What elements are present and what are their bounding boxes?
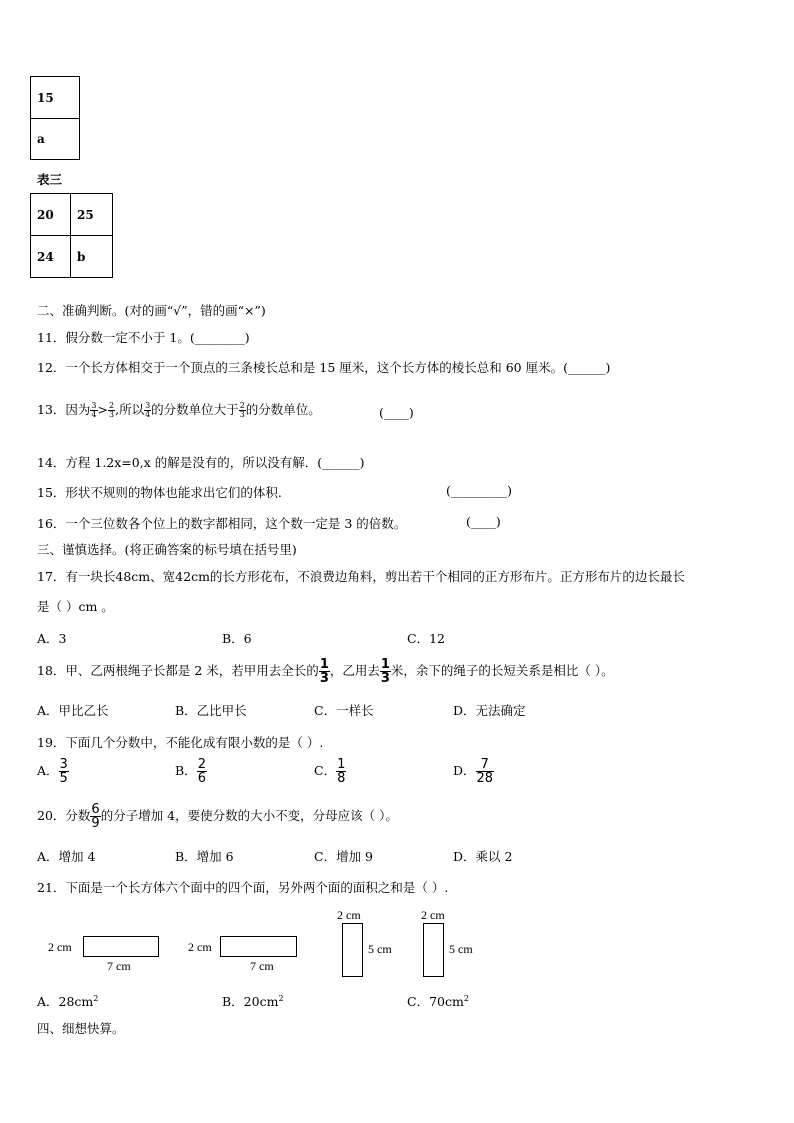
question-16: 16．一个三位数各个位上的数字都相同，这个数一定是 3 的倍数。	[37, 516, 407, 531]
fraction: $\frac{2}{3}$	[109, 401, 115, 419]
option-c: C．一样长	[314, 703, 374, 718]
table-cell: 20	[31, 194, 71, 236]
question-20	[37, 803, 398, 830]
section-4-heading: 四、细想快算。	[37, 1021, 125, 1036]
fraction: $\frac{3}{4}$	[91, 401, 97, 419]
question-12: 12．一个长方体相交于一个顶点的三条棱长总和是 15 厘米，这个长方体的棱长总和 60 厘米。(______)	[37, 360, 611, 375]
question-17-line-1: 17．有一块长48cm、宽42cm的长方形花布，不浪费边角料，剪出若干个相同的正方形布片。正方形布片的边长最长	[37, 569, 685, 584]
option-c: C．$70cm^2$	[407, 993, 469, 1009]
question-text: 的分数单位。	[245, 402, 321, 417]
rectangle	[423, 923, 444, 977]
question-14: 14．方程 1.2x=0,x 的解是没有的，所以没有解．(______)	[37, 455, 365, 470]
fraction: $\frac{1}{3}$	[319, 657, 329, 686]
question-number: 13．	[37, 402, 66, 417]
question-text: 因为	[65, 402, 91, 417]
fraction: $\frac{2}{3}$	[239, 401, 245, 419]
fraction: $\frac{7}{28}$	[476, 757, 494, 786]
question-21: 21．下面是一个长方体六个面中的四个面，另外两个面的面积之和是（ ）.	[37, 880, 449, 895]
height-label: 2 cm	[48, 940, 72, 954]
option-b: B．乙比甲长	[175, 703, 247, 718]
option-d: D． $\frac{7}{28}$	[453, 757, 494, 786]
question-13	[37, 400, 321, 419]
option-a: A． $\frac{3}{5}$	[37, 757, 68, 786]
table-cell: 15	[31, 77, 80, 119]
table-cell: a	[31, 119, 80, 160]
rectangle	[342, 923, 363, 977]
table-3-title: 表三	[37, 172, 63, 187]
option-b: B．6	[222, 631, 252, 646]
option-b: B． $\frac{2}{6}$	[175, 757, 206, 786]
fraction: $\frac{1}{3}$	[380, 657, 390, 686]
height-label: 5 cm	[368, 942, 392, 956]
question-text: 米，余下的绳子的长短关系是相比（ ）。	[390, 663, 614, 678]
fraction: $\frac{6}{9}$	[91, 802, 100, 831]
question-19: 19．下面几个分数中，不能化成有限小数的是（ ）.	[37, 735, 324, 750]
question-11: 11．假分数一定不小于 1。(________)	[37, 330, 250, 345]
table-3	[30, 193, 113, 278]
question-text: 的分数单位大于	[151, 402, 239, 417]
question-text: ,所以	[115, 402, 145, 417]
question-text: 的分子增加 4，要使分数的大小不变，分母应该（ ）。	[100, 808, 398, 823]
section-3-heading: 三、谨慎选择。(将正确答案的标号填在括号里)	[37, 542, 297, 557]
answer-bracket: (____)	[379, 405, 414, 420]
fraction: $\frac{1}{8}$	[337, 757, 346, 786]
table-cell: 25	[71, 194, 113, 236]
question-text: 20．分数	[37, 808, 91, 823]
height-label: 2 cm	[188, 940, 212, 954]
width-label: 2 cm	[337, 908, 361, 922]
option-a: A．甲比乙长	[37, 703, 109, 718]
option-d: D．乘以 2	[453, 849, 513, 864]
option-d: D．无法确定	[453, 703, 526, 718]
option-c: C．增加 9	[314, 849, 373, 864]
option-b: B．增加 6	[175, 849, 234, 864]
option-a: A．$28cm^2$	[37, 993, 99, 1009]
table-2	[30, 76, 80, 160]
width-label: 2 cm	[421, 908, 445, 922]
option-a: A．3	[37, 631, 67, 646]
width-label: 7 cm	[250, 959, 274, 973]
option-c: C．12	[407, 631, 445, 646]
height-label: 5 cm	[449, 942, 473, 956]
section-2-heading: 二、准确判断。(对的画“√”，错的画“×”)	[37, 303, 266, 318]
option-a: A．增加 4	[37, 849, 96, 864]
fraction: $\frac{2}{6}$	[197, 757, 206, 786]
rectangle	[220, 936, 297, 957]
question-text: ，乙用去	[329, 663, 380, 678]
answer-bracket: (_________)	[446, 483, 513, 498]
greater-than: >	[97, 402, 108, 417]
rectangle	[83, 936, 159, 957]
question-text: 18．甲、乙两根绳子长都是 2 米，若甲用去全长的	[37, 663, 319, 678]
fraction: $\frac{3}{4}$	[145, 401, 151, 419]
question-15: 15．形状不规则的物体也能求出它们的体积.	[37, 485, 282, 500]
question-17-line-2: 是（ ）cm 。	[37, 599, 114, 614]
width-label: 7 cm	[107, 959, 131, 973]
table-cell: 24	[31, 236, 71, 278]
answer-bracket: (____)	[466, 514, 501, 529]
question-18	[37, 658, 614, 685]
table-cell: b	[71, 236, 113, 278]
option-c: C． $\frac{1}{8}$	[314, 757, 346, 786]
option-b: B．$20cm^2$	[222, 993, 284, 1009]
fraction: $\frac{3}{5}$	[59, 757, 68, 786]
